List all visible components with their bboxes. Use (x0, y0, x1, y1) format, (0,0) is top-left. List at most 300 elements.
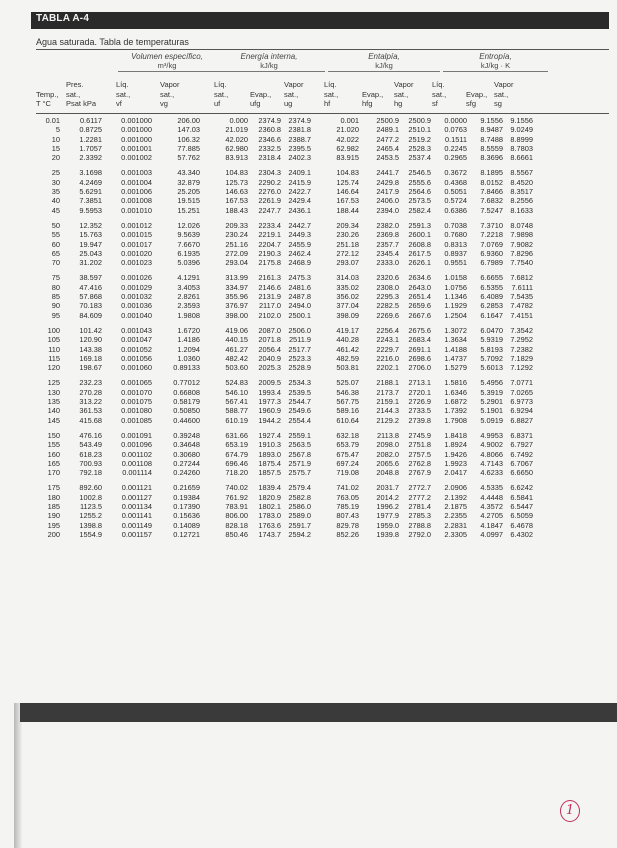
table-cell: 0.5724 (444, 196, 467, 206)
table-cell: 55 (51, 230, 60, 240)
table-row (36, 354, 533, 363)
table-cell: 2691.1 (408, 344, 431, 354)
column-header-line (36, 80, 66, 90)
column-header-line: Líq. (324, 80, 337, 89)
table-cell: 5.1901 (480, 406, 503, 416)
table-cell: 15.251 (177, 205, 200, 215)
column-header (284, 80, 314, 109)
table-cell: 130 (47, 387, 60, 397)
table-row (36, 273, 533, 282)
table-cell: 2113.8 (376, 430, 399, 440)
table-cell: 230.24 (225, 230, 248, 240)
column-header-line: vg (160, 99, 168, 108)
table-cell: 2048.8 (376, 468, 399, 478)
table-cell: 2659.6 (408, 301, 431, 311)
table-cell: 2243.1 (376, 335, 399, 345)
column-header (214, 80, 244, 109)
table-cell: 2173.7 (376, 387, 399, 397)
table-cell: 0.001102 (121, 449, 152, 459)
column-header-line: Psat kPa (66, 99, 97, 108)
table-cell: 0.27244 (173, 458, 200, 468)
table-cell: 2247.7 (258, 205, 281, 215)
column-header-line (250, 80, 280, 90)
group-entalpia (328, 52, 440, 72)
table-cell: 0.001008 (121, 196, 152, 206)
table-cell: 106.32 (177, 134, 200, 144)
table-cell: 1839.4 (258, 483, 281, 493)
table-cell: 2.0906 (444, 483, 467, 493)
table-cell: 2382.0 (376, 220, 399, 230)
table-cell: 0.4368 (444, 177, 467, 187)
table-cell: 1977.9 (376, 511, 399, 521)
table-cell: 7.0771 (510, 378, 533, 388)
table-cell: 2591.3 (408, 220, 431, 230)
table-cell: 2487.8 (288, 292, 311, 302)
table-cell: 674.79 (225, 449, 248, 459)
table-cell: 293.04 (225, 258, 248, 268)
table-cell: 0.8313 (444, 239, 467, 249)
table-cell: 70.183 (79, 301, 102, 311)
table-cell: 143.38 (79, 344, 102, 354)
table-cell: 2651.4 (408, 292, 431, 302)
table-cell: 1960.9 (258, 406, 281, 416)
table-cell: 4.2705 (480, 511, 503, 521)
table-cell: 8.3517 (510, 187, 533, 197)
table-cell: 0.001026 (121, 273, 152, 283)
table-cell: 828.18 (225, 520, 248, 530)
title-bar (31, 12, 609, 29)
table-cell: 2792.0 (408, 529, 431, 539)
table-cell: 2131.9 (258, 292, 281, 302)
table-cell: 2767.9 (408, 468, 431, 478)
table-cell: 5.3919 (480, 387, 503, 397)
table-row (36, 397, 533, 406)
column-header-line: Vapor (394, 80, 414, 89)
table-cell: 8.4520 (510, 177, 533, 187)
table-cell: 2369.8 (376, 230, 399, 240)
table-cell: 476.16 (79, 430, 102, 440)
table-cell: 7.1292 (510, 363, 533, 373)
table-cell: 2575.7 (288, 468, 311, 478)
table-cell: 30 (51, 177, 60, 187)
table-cell: 169.18 (79, 353, 102, 363)
table-cell: 1.4737 (444, 353, 467, 363)
table-cell: 314.03 (336, 273, 359, 283)
table-cell: 313.99 (225, 273, 248, 283)
table-cell: 6.7927 (510, 440, 533, 450)
table-cell: 2528.3 (408, 143, 431, 153)
table-cell: 2229.7 (376, 344, 399, 354)
table-cell: 7.6111 (511, 282, 533, 292)
table-cell: 2219.1 (258, 230, 281, 240)
column-header (466, 80, 496, 109)
table-cell: 5.0396 (177, 258, 200, 268)
table-cell: 2402.3 (288, 153, 311, 163)
table-cell: 2567.8 (288, 449, 311, 459)
table-cell: 0.000 (229, 116, 248, 125)
table-cell: 419.06 (225, 325, 248, 335)
group-entalpia-unit: kJ/kg (375, 61, 393, 70)
column-header-line: Pres. (66, 80, 84, 89)
table-cell: 125.74 (336, 177, 359, 187)
table-row (36, 416, 533, 425)
column-header-line: sat., (214, 89, 229, 99)
table-cell: 120.90 (79, 335, 102, 345)
table-cell: 1857.5 (258, 468, 281, 478)
table-cell: 2564.6 (408, 187, 431, 197)
table-cell: 2040.9 (258, 353, 281, 363)
column-header (66, 80, 106, 109)
table-cell: 2559.1 (288, 430, 311, 440)
table-cell: 7.6832 (480, 196, 503, 206)
table-cell: 1.5816 (444, 378, 467, 388)
table-cell: 25 (51, 168, 60, 178)
table-cell: 525.07 (336, 378, 359, 388)
table-cell: 1.2281 (79, 134, 102, 144)
table-cell: 1993.4 (258, 387, 281, 397)
table-cell: 21.020 (336, 125, 359, 135)
column-header-line: hg (394, 99, 403, 108)
table-cell: 2582.4 (408, 205, 431, 215)
table-cell: 2374.9 (288, 116, 311, 125)
table-cell: 0.001002 (121, 153, 152, 163)
table-cell: 9.0249 (510, 125, 533, 135)
table-cell: 2.2355 (444, 511, 467, 521)
table-cell: 2600.1 (408, 230, 431, 240)
table-cell: 2634.6 (408, 273, 431, 283)
table-cell: 2500.9 (376, 116, 399, 125)
column-header (362, 80, 392, 109)
table-cell: 361.53 (79, 406, 102, 416)
group-entropia (443, 52, 548, 72)
table-cell: 482.59 (336, 353, 359, 363)
table-cell: 2.3305 (444, 529, 467, 539)
table-cell: 6.7067 (510, 458, 533, 468)
column-header-line: sat., (160, 89, 175, 99)
table-cell: 2534.3 (288, 378, 311, 388)
table-cell: 1910.3 (258, 440, 281, 450)
table-cell: 5.0919 (480, 415, 503, 425)
table-cell: 2357.7 (376, 239, 399, 249)
table-cell: 6.5355 (480, 282, 503, 292)
table-cell: 8.7803 (510, 143, 533, 153)
table-cell: 251.16 (225, 239, 248, 249)
table-row (36, 230, 533, 239)
table-cell: 4.6233 (480, 468, 503, 478)
table-cell: 1255.2 (79, 511, 102, 521)
table-cell: 105 (47, 335, 60, 345)
table-cell: 0.19384 (173, 492, 200, 502)
group-entropia-unit: kJ/kg · K (480, 61, 511, 70)
table-cell: 2519.2 (408, 134, 431, 144)
table-cell: 700.93 (79, 458, 102, 468)
table-cell: 2589.0 (288, 511, 311, 521)
table-cell: 2256.4 (376, 325, 399, 335)
table-row (36, 530, 533, 539)
table-cell: 2549.6 (288, 406, 311, 416)
table-cell: 0.001052 (121, 344, 152, 354)
column-header (324, 80, 354, 109)
table-cell: 3.1698 (79, 168, 102, 178)
table-cell: 1875.4 (258, 458, 281, 468)
table-cell: 1927.4 (258, 430, 281, 440)
table-cell: 1802.1 (258, 501, 281, 511)
table-row (36, 521, 533, 530)
table-cell: 0.001149 (121, 520, 152, 530)
table-cell: 42.020 (225, 134, 248, 144)
table-cell: 83.913 (225, 153, 248, 163)
table-cell: 57.762 (177, 153, 200, 163)
table-cell: 198.67 (79, 363, 102, 373)
column-header-line: Evap., (362, 89, 384, 99)
table-cell: 2.8261 (177, 292, 200, 302)
table-cell: 8.5567 (510, 168, 533, 178)
group-volumen-unit: m³/kg (157, 61, 177, 70)
table-cell: 7.2952 (510, 335, 533, 345)
table-cell: 1.8924 (444, 440, 467, 450)
table-cell: 2144.3 (376, 406, 399, 416)
table-cell: 0.12721 (173, 529, 200, 539)
table-row (36, 345, 533, 354)
table-cell: 696.46 (225, 458, 248, 468)
table-subtitle: Agua saturada. Tabla de temperaturas (36, 37, 189, 47)
table-cell: 104.83 (336, 168, 359, 178)
table-cell: 2626.1 (408, 258, 431, 268)
table-cell: 7.2382 (510, 344, 533, 354)
table-cell: 0.15636 (173, 511, 200, 521)
table-cell: 2290.2 (258, 177, 281, 187)
table-cell: 785.19 (336, 501, 359, 511)
column-header-line: ug (284, 99, 293, 108)
table-cell: 146.64 (336, 187, 359, 197)
table-cell: 0.001091 (121, 430, 152, 440)
table-cell: 0.001070 (121, 387, 152, 397)
table-cell: 0.0763 (444, 125, 467, 135)
table-cell: 2481.6 (288, 282, 311, 292)
table-cell: 101.42 (79, 325, 102, 335)
table-cell: 2751.8 (408, 440, 431, 450)
table-cell: 503.81 (336, 363, 359, 373)
table-cell: 1.7057 (79, 143, 102, 153)
table-cell: 95 (51, 310, 60, 320)
table-cell: 6.8371 (510, 430, 533, 440)
table-cell: 4.5335 (480, 483, 503, 493)
table-cell: 632.18 (336, 430, 359, 440)
table-row (36, 221, 533, 230)
table-cell: 0.3672 (444, 168, 467, 178)
table-cell: 135 (47, 397, 60, 407)
table-cell: 0.001012 (121, 220, 152, 230)
table-cell: 2009.5 (258, 378, 281, 388)
table-cell: 697.24 (336, 458, 359, 468)
table-cell: 195 (47, 520, 60, 530)
table-cell: 2510.1 (408, 125, 431, 135)
table-cell: 0.001043 (121, 325, 152, 335)
table-cell: 15 (51, 143, 60, 153)
table-cell: 293.07 (336, 258, 359, 268)
table-cell: 8.2556 (510, 196, 533, 206)
table-cell: 2415.9 (288, 177, 311, 187)
column-header-line: Evap., (250, 89, 272, 99)
table-cell: 2465.4 (376, 143, 399, 153)
table-cell: 335.02 (336, 282, 359, 292)
table-cell: 85 (51, 292, 60, 302)
table-cell: 2675.6 (408, 325, 431, 335)
table-cell: 0.001065 (121, 378, 152, 388)
table-cell: 719.08 (336, 468, 359, 478)
column-header-line: Vapor (284, 80, 304, 89)
table-cell: 65 (51, 248, 60, 258)
table-cell: 62.980 (225, 143, 248, 153)
table-cell: 0.0000 (444, 116, 467, 125)
table-cell: 4.1291 (177, 273, 200, 283)
table-cell: 7.0265 (510, 387, 533, 397)
table-cell: 8.0152 (480, 177, 503, 187)
table-cell: 0.001006 (121, 187, 152, 197)
saturated-water-table (36, 116, 533, 539)
table-cell: 45 (51, 205, 60, 215)
table-cell: 6.0470 (480, 325, 503, 335)
table-cell: 0.001157 (121, 529, 152, 539)
table-cell: 9.5953 (79, 205, 102, 215)
table-cell: 0.89133 (173, 363, 200, 373)
table-cell: 0.001010 (121, 205, 152, 215)
table-cell: 0.21659 (173, 483, 200, 493)
table-cell: 546.38 (336, 387, 359, 397)
table-row (36, 326, 533, 335)
table-cell: 2441.7 (376, 168, 399, 178)
table-cell: 892.60 (79, 483, 102, 493)
table-cell: 0.7038 (444, 220, 467, 230)
table-cell: 1977.3 (258, 397, 281, 407)
column-header-line (362, 80, 392, 90)
table-cell: 12.026 (177, 220, 200, 230)
table-cell: 543.49 (79, 440, 102, 450)
table-cell: 2757.5 (408, 449, 431, 459)
table-cell: 355.96 (225, 292, 248, 302)
table-cell: 5.6013 (480, 363, 503, 373)
table-cell: 2511.9 (288, 335, 311, 345)
table-cell: 2477.2 (376, 134, 399, 144)
table-cell: 209.33 (225, 220, 248, 230)
table-cell: 150 (47, 430, 60, 440)
table-cell: 50 (51, 220, 60, 230)
table-cell: 2745.9 (408, 430, 431, 440)
table-cell: 1002.8 (79, 492, 102, 502)
table-cell: 2146.6 (258, 282, 281, 292)
table-cell: 2489.1 (376, 125, 399, 135)
table-row (36, 196, 533, 205)
table-cell: 461.27 (225, 344, 248, 354)
table-cell: 675.47 (336, 449, 359, 459)
table-cell: 12.352 (79, 220, 102, 230)
table-cell: 4.0997 (480, 529, 503, 539)
table-cell: 1.6720 (177, 325, 200, 335)
column-header-line: sat., (284, 89, 299, 99)
table-cell: 4.9953 (480, 430, 503, 440)
table-cell: 2462.4 (288, 248, 311, 258)
table-cell: 0.001000 (121, 134, 152, 144)
table-cell: 5.2901 (480, 397, 503, 407)
table-cell: 0.34648 (173, 440, 200, 450)
table-cell: 7.3851 (79, 196, 102, 206)
table-cell: 155 (47, 440, 60, 450)
table-cell: 6.7492 (510, 449, 533, 459)
table-cell: 270.28 (79, 387, 102, 397)
table-cell: 2282.5 (376, 301, 399, 311)
table-cell: 0.17390 (173, 501, 200, 511)
table-cell: 1123.5 (79, 501, 102, 511)
table-cell: 90 (51, 301, 60, 311)
table-cell: 2374.9 (258, 116, 281, 125)
table-cell: 31.202 (79, 258, 102, 268)
column-header-line: sfg (466, 99, 477, 108)
table-cell: 5 (55, 125, 60, 135)
table-cell: 1.3072 (444, 325, 467, 335)
table-cell: 0.44600 (173, 415, 200, 425)
table-cell: 763.05 (336, 492, 359, 502)
table-cell: 6.5447 (510, 501, 533, 511)
column-header (250, 80, 280, 109)
table-cell: 398.09 (336, 310, 359, 320)
table-cell: 40 (51, 196, 60, 206)
table-cell: 7.3710 (480, 220, 503, 230)
table-cell: 7.2218 (480, 230, 503, 240)
table-cell: 2582.8 (288, 492, 311, 502)
table-cell: 1554.9 (79, 529, 102, 539)
table-cell: 2082.0 (376, 449, 399, 459)
table-cell: 0.8937 (444, 248, 467, 258)
column-header-line: vf (116, 99, 122, 108)
table-cell: 356.02 (336, 292, 359, 302)
table-cell: 829.78 (336, 520, 359, 530)
table-row (36, 363, 533, 372)
column-header (36, 80, 66, 109)
table-row (36, 249, 533, 258)
table-cell: 2500.1 (288, 310, 311, 320)
page-edge-shadow (14, 703, 22, 848)
table-cell: 1959.0 (376, 520, 399, 530)
table-cell: 6.5841 (510, 492, 533, 502)
table-cell: 6.1935 (177, 248, 200, 258)
table-cell: 3.4053 (177, 282, 200, 292)
table-cell: 2159.1 (376, 397, 399, 407)
table-cell: 1.9808 (177, 310, 200, 320)
table-cell: 104.83 (225, 168, 248, 178)
table-row (36, 168, 533, 177)
table-cell: 230.26 (336, 230, 359, 240)
table-cell: 2056.4 (258, 344, 281, 354)
table-cell: 0.001023 (121, 258, 152, 268)
table-cell: 6.6650 (510, 468, 533, 478)
table-cell: 2546.5 (408, 168, 431, 178)
table-cell: 84.609 (79, 310, 102, 320)
table-row (36, 468, 533, 477)
table-cell: 7.1829 (510, 353, 533, 363)
table-row (36, 431, 533, 440)
table-cell: 2.3593 (177, 301, 200, 311)
table-cell: 0.001121 (121, 483, 152, 493)
table-cell: 15.763 (79, 230, 102, 240)
table-cell: 792.18 (79, 468, 102, 478)
table-cell: 2762.8 (408, 458, 431, 468)
table-cell: 0.001001 (121, 143, 152, 153)
table-cell: 188.44 (336, 205, 359, 215)
table-cell: 2528.9 (288, 363, 311, 373)
table-cell: 2468.9 (288, 258, 311, 268)
table-row (36, 388, 533, 397)
table-cell: 32.879 (177, 177, 200, 187)
